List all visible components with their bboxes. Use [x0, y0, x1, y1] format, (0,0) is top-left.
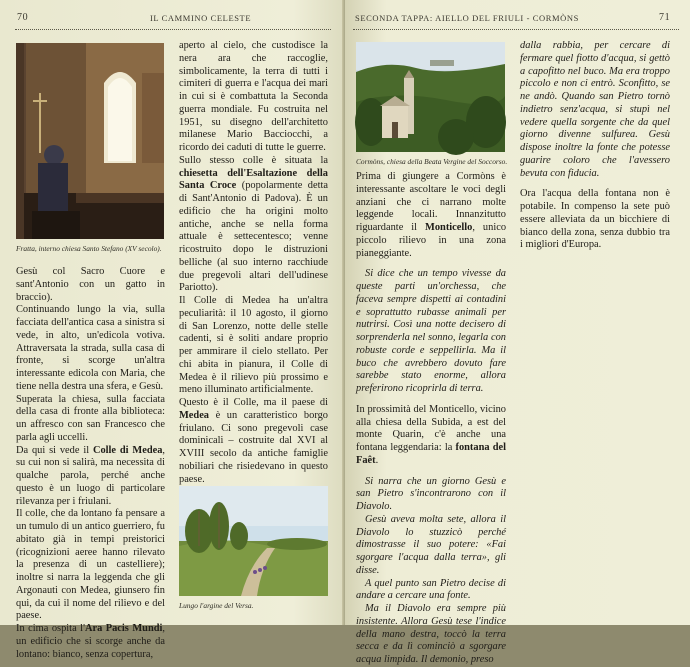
spacer — [520, 180, 670, 188]
right-page — [345, 0, 690, 665]
caption-hilltop-church: Cormòns, chiesa della Beata Vergine del Soccorso. — [356, 157, 508, 166]
legend-paragraph: A quel punto san Pietro decise di andare a cercare una fonte. — [356, 577, 506, 602]
paragraph: Questo è il Colle, ma il paese di Medea è un caratteristico borgo friulano. Ci sono pregevoli case dominicali – costruite dal XVI al XVIII secolo da antiche famiglie nobiliari che risiedevano in questo paese. — [179, 397, 328, 485]
bold-term: Medea — [179, 409, 210, 421]
legend-paragraph: Si dice che un tempo vivesse da queste parti un'orchessa, che faceva sempre dispetti ai contadini e soprattutto rubasse animali per nutrirsi. Così una notte decisero di sorprenderla nel sonno, legarla con robuste corde e seppellirla. Ma il buco che avrebbero dovuto fare sarebbe stato enorme, allora preferirono ricoprirla di terra. — [356, 268, 506, 394]
paragraph: In prossimità del Monticello, vicino alla chiesa della Subida, a est del monte Quarin, c'è anche una fontana leggendaria: la fontana del Faêt. — [356, 403, 506, 466]
left-page — [0, 0, 345, 660]
paragraph: In cima ospita l'Ara Pacis Mundi, un edificio che si scorge anche da lontano: bianco, senza copertura, — [16, 623, 165, 660]
paragraph: Da qui si vede il Colle di Medea, su cui non si salirà, ma necessita di qualche parola, perché anche questo è un luogo di particolare rilevanza per i friulani. — [16, 444, 166, 507]
page-number-right: 71 — [659, 12, 671, 23]
bold-term: fontana del Faêt — [356, 442, 506, 466]
hilltop-church-photo — [356, 42, 505, 152]
paragraph: Il colle, che da lontano fa pensare a un tumulo di un antico guerriero, fu abitato già in tempi preistorici (ricognizioni aeree hanno rilevato la presenza di un castelliere); inoltre si narra la leggenda che gli Argonauti con Medea, giunsero fin qui, da cui il nome del rilievo e del paese. — [16, 508, 165, 622]
header-rule-left — [15, 29, 331, 30]
bold-term: Ara Pacis Mundi — [84, 623, 163, 634]
header-rule-right — [353, 29, 679, 30]
paragraph: Gesù col Sacro Cuore e sant'Antonio con un gatto in braccio). — [16, 266, 165, 303]
paragraph: Prima di giungere a Cormòns è interessante ascoltare le voci degli anziani che ci narrano molte leggende locali. Innanzitutto riguardante il Monticello, unico piccolo rilievo in una zona pianeggiante. — [356, 171, 507, 259]
riverbank-path-photo — [179, 486, 328, 596]
spacer — [356, 260, 506, 268]
spacer — [356, 396, 506, 404]
legend-paragraph: Si narra che un giorno Gesù e san Pietro s'incontrarono con il Diavolo. — [356, 475, 506, 512]
paragraph: Continuando lungo la via, sulla facciata dell'antica casa a sinistra si vede, in alto, un'edicola votiva. Attraversata la strada, sulla casa di fronte, si scorge un'altra interessante edicola con Maria, che tiene nella destra una sfera, e Gesù. — [16, 304, 165, 392]
bold-term: Monticello — [425, 222, 473, 233]
legend-paragraph: Gesù aveva molta sete, allora il Diavolo lo stuzzicò perché dimostrasse il suo potere: «Fai sgorgare l'acqua dalla terra», gli disse. — [356, 513, 506, 576]
paragraph: Sullo stesso colle è situata la chiesetta dell'Esaltazione della Santa Croce (popolarmente detta di Sant'Antonio di Padova). È un edificio che ha origini molto antiche, anche se nella forma attuale è settecentesco; venne ricostruito dopo le distruzioni belliche (al suo interno racchiude due pregevoli altari dell'udinese Pariotto). — [179, 154, 328, 294]
church-interior-photo — [16, 43, 164, 239]
bold-term: chiesetta dell'Esaltazione della Santa Croce — [179, 167, 328, 192]
left-column-1 — [16, 266, 165, 661]
page-number-left: 70 — [17, 12, 29, 23]
right-column-2 — [520, 40, 670, 252]
bold-term: Colle di Medea — [92, 444, 163, 456]
paragraph: Ora l'acqua della fontana non è potabile. In compenso la sete può essere alleviata da un bicchiere di bianco della zona, senza dubbio tra i migliori d'Europa. — [520, 188, 670, 251]
legend-paragraph: Ma il Diavolo era sempre più insistente. Allora Gesù tese l'indice della mano destra, toccò la terra secca e da lì cominciò a sgorgare acqua limpida. Il demonio, preso — [356, 603, 506, 665]
paragraph: Superata la chiesa, sulla facciata della casa di fronte alla biblioteca: un affresco con san Francesco che parla agli uccelli. — [16, 393, 165, 443]
right-column-1 — [356, 171, 506, 667]
caption-church-interior: Fratta, interno chiesa Santo Stefano (XV secolo). — [16, 244, 162, 253]
running-head-left: IL CAMMINO CELESTE — [150, 13, 252, 23]
paragraph: Il Colle di Medea ha un'altra peculiarità: il 10 agosto, il giorno di San Lorenzo, notte delle stelle cadenti, si è soliti andare proprio per ammirare il cielo stellato. Per chi abita in pianura, il Colle di Medea è il rilievo più prossimo e meno illuminato artificialmente. — [179, 295, 328, 396]
running-head-right: SECONDA TAPPA: AIELLO DEL FRIULI - CORMÒNS — [355, 13, 579, 23]
legend-paragraph: dalla rabbia, per cercare di fermare quel fiotto d'acqua, si gettò a capofitto nel buco. Ma era troppo piccolo e non ci entrò. Sconfitto, se ne andò. Quando san Pietro tornò indietro senz'acqua, si stupì nel vedere quella sorgente che da quel giorno divenne sulfurea. Gesù dispose inoltre la fonte che potesse guarire coloro che l'avessero bevuta con fiducia. — [520, 40, 670, 179]
left-column-2 — [179, 40, 328, 550]
caption-riverbank: Lungo l'argine del Versa. — [179, 601, 254, 610]
paragraph: aperto al cielo, che custodisce la nera ara che raccoglie, simbolicamente, la terra di tutti i cimiteri di guerra e l'acqua dei mari in cui si è combattuta la Seconda guerra mondiale. Fu costruita nel 1951, su disegno dell'architetto milanese Mario Bacciocchi, a ricordo dei caduti di tutte le guerre. — [179, 40, 328, 153]
spacer — [356, 468, 506, 476]
